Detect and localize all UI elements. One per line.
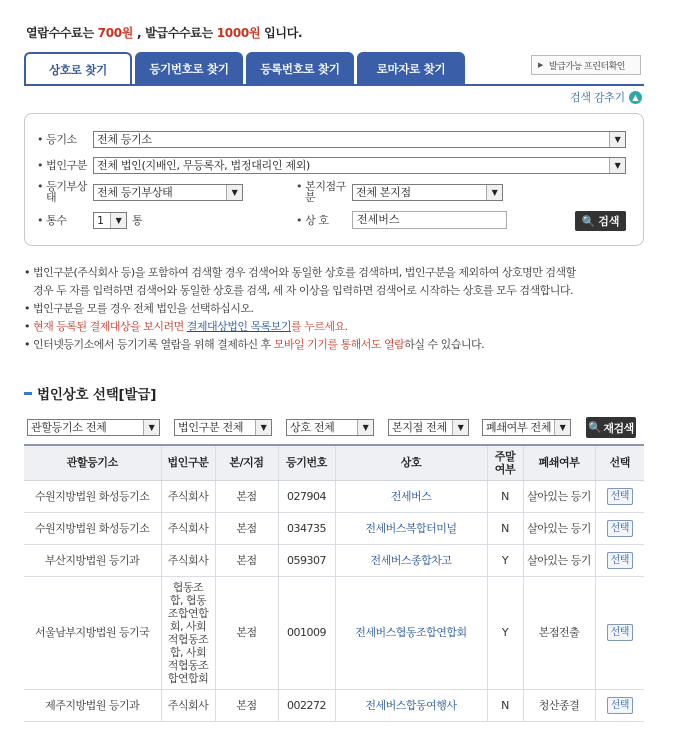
- cell-company-name[interactable]: 전세버스협동조합연합회: [335, 576, 487, 689]
- tab-search-by-registration-number[interactable]: 등록번호로 찾기: [246, 52, 354, 85]
- cell-company-name[interactable]: 전세버스합동여행사: [335, 689, 487, 721]
- cell-branch: 본점: [215, 480, 278, 512]
- col-select: 선택: [595, 445, 644, 480]
- branch-label: • 본지점구 분: [296, 180, 346, 204]
- cell-corp-type: 주식회사: [161, 512, 215, 544]
- cell-corp-type: 주식회사: [161, 544, 215, 576]
- note-4: • 인터넷등기소에서 등기기록 열람을 위해 결제하신 후 모바일 기기를 통해서도 열람하실 수 있습니다.: [24, 338, 485, 351]
- select-button[interactable]: 선택: [607, 552, 633, 569]
- col-weekend: 주말 여부: [487, 445, 523, 480]
- search-button[interactable]: 🔍 검색: [575, 211, 626, 231]
- cell-corp-type: 주식회사: [161, 689, 215, 721]
- filter-branch-select[interactable]: 본지점 전체 ▼: [388, 419, 469, 436]
- col-corp-type: 법인구분: [161, 445, 215, 480]
- table-row: [24, 480, 644, 512]
- table-row: [24, 689, 644, 721]
- status-label: • 등기부상 태: [37, 180, 87, 204]
- cell-branch: 본점: [215, 544, 278, 576]
- tab-search-by-roman[interactable]: 로마자로 찾기: [357, 52, 465, 85]
- cell-weekend: N: [487, 512, 523, 544]
- cell-reg-number: 002272: [278, 689, 335, 721]
- cell-select: [595, 689, 644, 721]
- section-title: 법인상호 선택[발급]: [24, 383, 156, 403]
- cell-select: [595, 512, 644, 544]
- issue-fee: 1000원: [216, 26, 261, 40]
- filter-name-select[interactable]: 상호 전체 ▼: [286, 419, 374, 436]
- cell-office: 수원지방법원 화성등기소: [24, 512, 161, 544]
- select-button[interactable]: 선택: [607, 488, 633, 505]
- tab-underline: [24, 84, 644, 86]
- cell-weekend: Y: [487, 544, 523, 576]
- cell-weekend: N: [487, 689, 523, 721]
- cell-weekend: N: [487, 480, 523, 512]
- cell-select: [595, 480, 644, 512]
- select-button[interactable]: 선택: [607, 624, 633, 641]
- search-notes: [24, 264, 664, 354]
- cell-reg-number: 034735: [278, 512, 335, 544]
- hide-search-toggle[interactable]: 검색 감추기 ▲: [570, 89, 642, 105]
- company-name-input[interactable]: 전세버스: [352, 211, 507, 229]
- cell-office: 제주지방법원 등기과: [24, 689, 161, 721]
- search-icon: 🔍: [588, 421, 602, 434]
- results-table: [24, 444, 644, 722]
- cell-company-name[interactable]: 전세버스종합차고: [335, 544, 487, 576]
- arrow-right-icon: ▶: [538, 61, 543, 69]
- chevron-down-icon: ▼: [143, 420, 159, 435]
- cell-select: [595, 576, 644, 689]
- cell-closed: 청산종결: [523, 689, 595, 721]
- chevron-down-icon: ▼: [110, 213, 126, 228]
- research-button[interactable]: 🔍 재검색: [586, 417, 636, 438]
- col-company-name: 상호: [335, 445, 487, 480]
- select-button[interactable]: 선택: [607, 520, 633, 537]
- cell-weekend: Y: [487, 576, 523, 689]
- count-unit: 통: [132, 214, 143, 227]
- corp-type-select[interactable]: 전체 법인(지배인, 무등록자, 법정대리인 제외) ▼: [93, 157, 626, 174]
- note-1: • 법인구분(주식회사 등)을 포함하여 검색할 경우 검색어와 동일한 상호를 검색하며, 법인구분을 제외하여 상호명만 검색할: [24, 266, 576, 279]
- chevron-up-icon: ▲: [629, 91, 642, 104]
- table-header-row: [24, 445, 644, 480]
- note-3: • 현재 등록된 결제대상을 보시려면 결제대상법인 목록보기를 누르세요.: [24, 320, 348, 333]
- table-row: [24, 544, 644, 576]
- filter-closed-select[interactable]: 폐쇄여부 전체 ▼: [482, 419, 571, 436]
- chevron-down-icon: ▼: [486, 185, 502, 200]
- chevron-down-icon: ▼: [452, 420, 468, 435]
- cell-corp-type: 주식회사: [161, 480, 215, 512]
- fee-notice: 열람수수료는 700원 , 발급수수료는 1000원 입니다.: [26, 26, 303, 40]
- filter-corp-type-select[interactable]: 법인구분 전체 ▼: [174, 419, 272, 436]
- search-icon: 🔍: [581, 214, 596, 228]
- cell-select: [595, 544, 644, 576]
- chevron-down-icon: ▼: [357, 420, 373, 435]
- note-1-cont: 경우 두 자를 입력하면 검색어와 동일한 상호를 검색, 세 자 이상을 입력하면 검색어로 시작하는 상호를 모두 검색합니다.: [33, 284, 573, 297]
- col-branch: 본/지점: [215, 445, 278, 480]
- count-select[interactable]: 1 ▼: [93, 212, 127, 229]
- cell-closed: 본점전출: [523, 576, 595, 689]
- tab-search-by-reg-number[interactable]: 등기번호로 찾기: [135, 52, 243, 85]
- cell-reg-number: 001009: [278, 576, 335, 689]
- section-marker: [24, 392, 32, 395]
- chevron-down-icon: ▼: [554, 420, 570, 435]
- select-button[interactable]: 선택: [607, 697, 633, 714]
- cell-office: 수원지방법원 화성등기소: [24, 480, 161, 512]
- cell-branch: 본점: [215, 512, 278, 544]
- chevron-down-icon: ▼: [255, 420, 271, 435]
- col-reg-number: 등기번호: [278, 445, 335, 480]
- branch-select[interactable]: 전체 본지점 ▼: [352, 184, 503, 201]
- cell-closed: 살아있는 등기: [523, 544, 595, 576]
- registry-label: • 등기소: [37, 133, 77, 146]
- printer-check-button[interactable]: ▶ 발급가능 프린터확인: [531, 55, 641, 75]
- cell-office: 부산지방법원 등기과: [24, 544, 161, 576]
- col-closed: 폐쇄여부: [523, 445, 595, 480]
- cell-company-name[interactable]: 전세버스복합터미널: [335, 512, 487, 544]
- count-label: • 통수: [37, 214, 67, 227]
- registry-select[interactable]: 전체 등기소 ▼: [93, 131, 626, 148]
- cell-company-name[interactable]: 전세버스: [335, 480, 487, 512]
- view-fee: 700원: [97, 26, 134, 40]
- col-office: 관할등기소: [24, 445, 161, 480]
- chevron-down-icon: ▼: [609, 158, 625, 173]
- search-tabs: [24, 52, 465, 86]
- cell-corp-type: 협동조 합, 협동 조합연합 회, 사회 적협동조 합, 사회 적협동조 합연합회: [161, 576, 215, 689]
- cell-reg-number: 059307: [278, 544, 335, 576]
- cell-branch: 본점: [215, 576, 278, 689]
- chevron-down-icon: ▼: [226, 185, 242, 200]
- cell-reg-number: 027904: [278, 480, 335, 512]
- cell-closed: 살아있는 등기: [523, 512, 595, 544]
- filter-office-select[interactable]: 관할등기소 전체 ▼: [27, 419, 160, 436]
- cell-office: 서울남부지방법원 등기국: [24, 576, 161, 689]
- table-row: [24, 512, 644, 544]
- name-label: • 상 호: [296, 214, 329, 227]
- cell-branch: 본점: [215, 689, 278, 721]
- payment-target-list-link[interactable]: 결제대상법인 목록보기: [186, 320, 292, 333]
- chevron-down-icon: ▼: [609, 132, 625, 147]
- table-row: [24, 576, 644, 689]
- tab-search-by-name[interactable]: 상호로 찾기: [24, 52, 132, 86]
- corp-type-label: • 법인구분: [37, 159, 87, 172]
- cell-closed: 살아있는 등기: [523, 480, 595, 512]
- note-2: • 법인구분을 모를 경우 전체 법인을 선택하십시오.: [24, 302, 254, 315]
- status-select[interactable]: 전체 등기부상태 ▼: [93, 184, 243, 201]
